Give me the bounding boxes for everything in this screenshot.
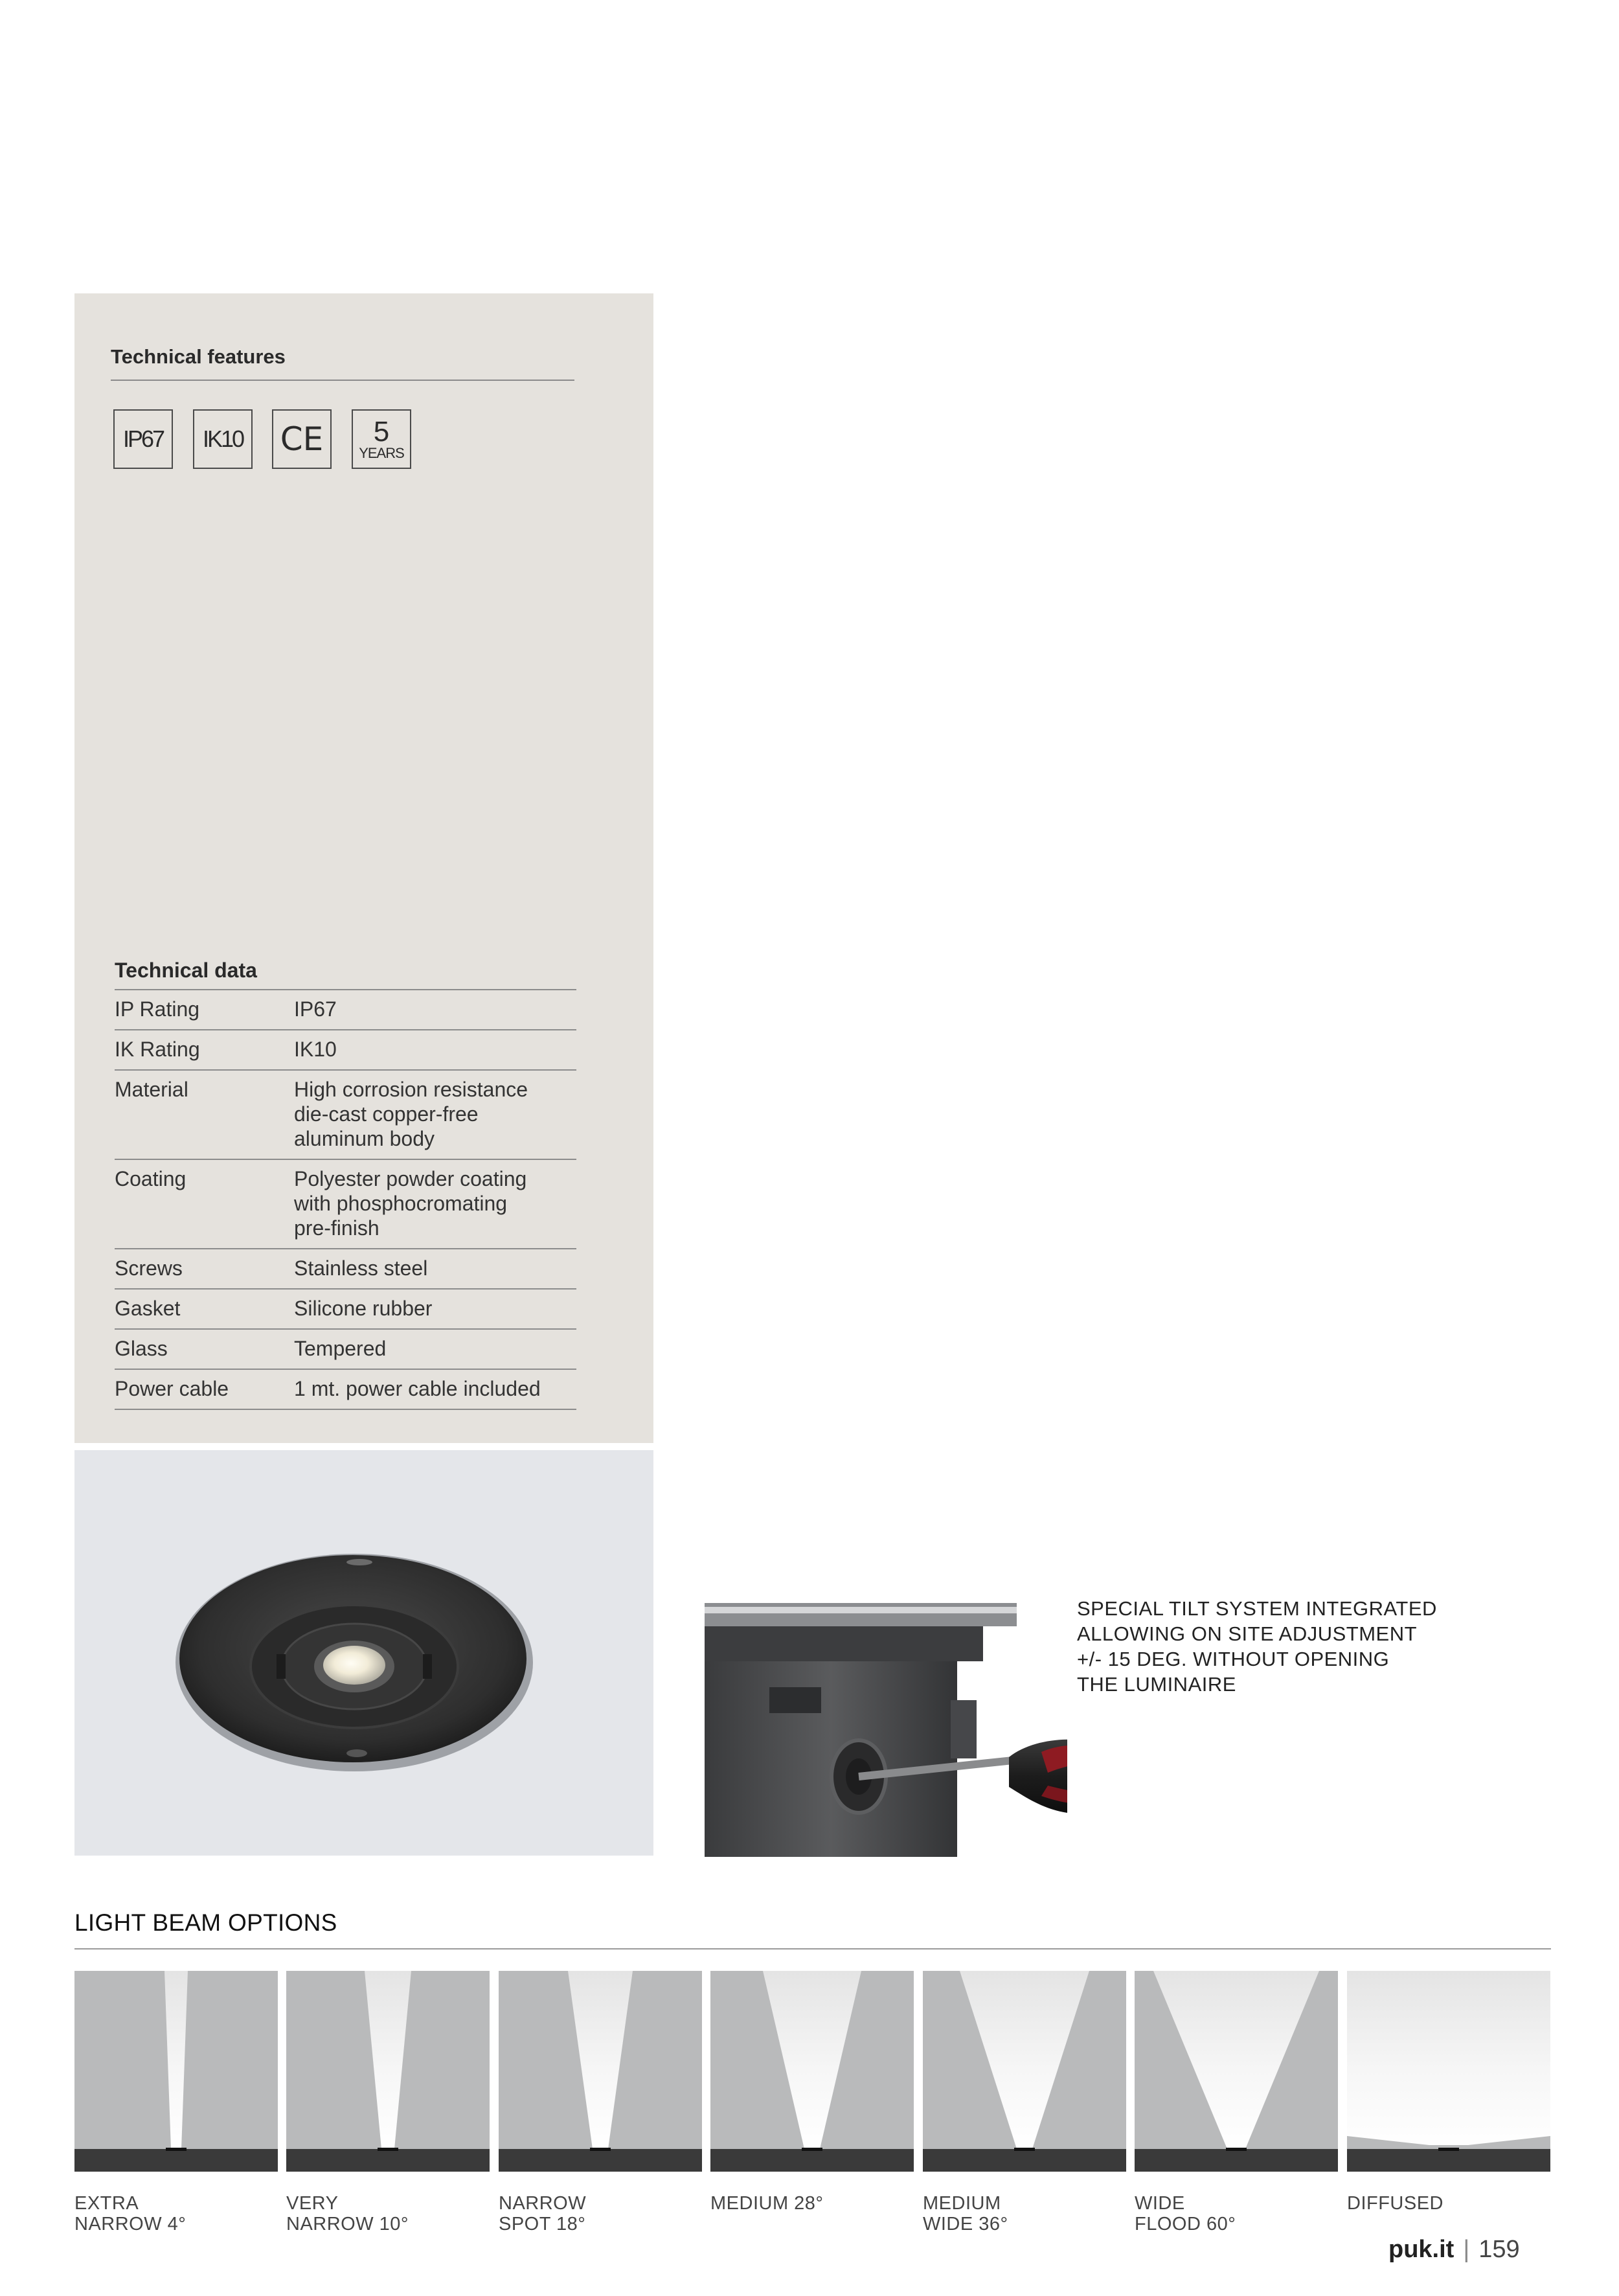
beam-diagram-icon	[1347, 1971, 1550, 2172]
table-row	[115, 1329, 576, 1369]
beam-label-line: FLOOD 60°	[1135, 2214, 1236, 2234]
spec-key: Glass	[115, 1329, 294, 1369]
beam-option-tile	[1135, 1971, 1338, 2172]
technical-data-table	[115, 989, 576, 1410]
fixture-marker	[378, 2148, 398, 2151]
beam-diagram-icon	[286, 1971, 490, 2172]
table-row	[115, 1159, 576, 1249]
spec-value: 1 mt. power cable included	[294, 1369, 576, 1409]
tilt-note-line: SPECIAL TILT SYSTEM INTEGRATED	[1077, 1597, 1437, 1620]
fixture-marker	[166, 2148, 187, 2151]
beam-option-label	[1135, 2193, 1342, 2234]
divider	[111, 380, 574, 381]
warranty-badge-icon	[352, 409, 411, 469]
page-number: 159	[1478, 2236, 1520, 2263]
fixture-marker	[1438, 2148, 1459, 2151]
ip67-badge-icon	[113, 409, 173, 469]
beam-label-line: SPOT 18°	[499, 2214, 586, 2234]
beam-diagram-icon	[74, 1971, 278, 2172]
beam-floor	[1135, 2149, 1338, 2172]
warranty-years-number: 5	[373, 416, 390, 448]
beam-option-tile	[286, 1971, 490, 2172]
technical-features-title: Technical features	[111, 345, 286, 368]
ce-badge-label: CE	[280, 420, 324, 458]
brand-link[interactable]: puk.it	[1388, 2236, 1455, 2263]
technical-data-title: Technical data	[115, 959, 257, 982]
beam-diagram-icon	[923, 1971, 1126, 2172]
spec-value: IK10	[294, 1030, 576, 1070]
product-photo	[74, 1450, 653, 1856]
spec-value: Tempered	[294, 1329, 576, 1369]
spec-value: Stainless steel	[294, 1249, 576, 1289]
beam-label-line: EXTRA	[74, 2193, 139, 2214]
divider	[74, 1948, 1551, 1949]
spec-key: Power cable	[115, 1369, 294, 1409]
spec-key: Material	[115, 1070, 294, 1159]
table-row	[115, 1030, 576, 1070]
beam-label-line: NARROW 10°	[286, 2214, 409, 2234]
beam-floor	[1347, 2149, 1550, 2172]
spec-key: IP Rating	[115, 990, 294, 1030]
luminaire-image	[74, 1450, 653, 1856]
ik-badge-label: IK10	[202, 426, 243, 452]
beam-floor	[499, 2149, 702, 2172]
beam-label-line: NARROW	[499, 2193, 587, 2214]
table-row	[115, 1070, 576, 1159]
table-row	[115, 1249, 576, 1289]
beam-option-label	[923, 2193, 1130, 2234]
table-row	[115, 1369, 576, 1409]
beam-option-label	[499, 2193, 706, 2234]
spec-value: Silicone rubber	[294, 1289, 576, 1329]
beam-floor	[710, 2149, 914, 2172]
beam-option-tile	[74, 1971, 278, 2172]
tilt-note-line: +/- 15 DEG. WITHOUT OPENING	[1077, 1648, 1390, 1670]
table-row	[115, 990, 576, 1030]
spec-value: High corrosion resistance die-cast copper-free aluminum body	[294, 1070, 576, 1159]
beam-option-tile	[923, 1971, 1126, 2172]
ip-badge-label: IP67	[122, 426, 164, 452]
beam-option-label	[74, 2193, 282, 2234]
spec-key: Screws	[115, 1249, 294, 1289]
tilt-note-line: THE LUMINAIRE	[1077, 1673, 1236, 1696]
footer-separator: |	[1463, 2236, 1470, 2263]
page-footer	[1388, 2236, 1520, 2264]
beam-option-label	[710, 2193, 918, 2214]
beam-floor	[286, 2149, 490, 2172]
beam-option-tile	[1347, 1971, 1550, 2172]
beam-background	[1347, 1971, 1550, 2149]
beam-diagram-icon	[1135, 1971, 1338, 2172]
fixture-marker	[590, 2148, 611, 2151]
beam-diagram-icon	[710, 1971, 914, 2172]
table-row	[115, 1289, 576, 1329]
beam-option-label	[1347, 2193, 1554, 2214]
beam-label-line: WIDE 36°	[923, 2214, 1008, 2234]
tilt-system-note	[1077, 1596, 1478, 1697]
fixture-marker	[1014, 2148, 1035, 2151]
fixture-marker	[1226, 2148, 1247, 2151]
spec-value: Polyester powder coating with phosphocromating pre-finish	[294, 1159, 576, 1249]
beam-label-line: MEDIUM	[923, 2193, 1001, 2214]
spec-key: IK Rating	[115, 1030, 294, 1070]
beam-label-line: DIFFUSED	[1347, 2193, 1444, 2214]
beam-diagram-icon	[499, 1971, 702, 2172]
spec-value: IP67	[294, 990, 576, 1030]
beam-floor	[74, 2149, 278, 2172]
beam-label-line: VERY	[286, 2193, 339, 2214]
warranty-years-label: YEARS	[359, 445, 404, 461]
beam-label-line: WIDE	[1135, 2193, 1185, 2214]
spec-key: Coating	[115, 1159, 294, 1249]
beam-label-line: NARROW 4°	[74, 2214, 187, 2234]
ce-mark-icon	[272, 409, 332, 469]
fixture-marker	[802, 2148, 822, 2151]
light-beam-options-title: LIGHT BEAM OPTIONS	[74, 1909, 337, 1936]
spec-key: Gasket	[115, 1289, 294, 1329]
beam-floor	[923, 2149, 1126, 2172]
beam-option-label	[286, 2193, 493, 2234]
beam-option-tile	[499, 1971, 702, 2172]
ik10-badge-icon	[193, 409, 253, 469]
screwdriver-adjustment-image	[705, 1603, 1067, 1857]
beam-option-tile	[710, 1971, 914, 2172]
tilt-note-line: ALLOWING ON SITE ADJUSTMENT	[1077, 1622, 1418, 1645]
beam-label-line: MEDIUM 28°	[710, 2193, 824, 2214]
tilt-system-photo	[705, 1603, 1067, 1857]
